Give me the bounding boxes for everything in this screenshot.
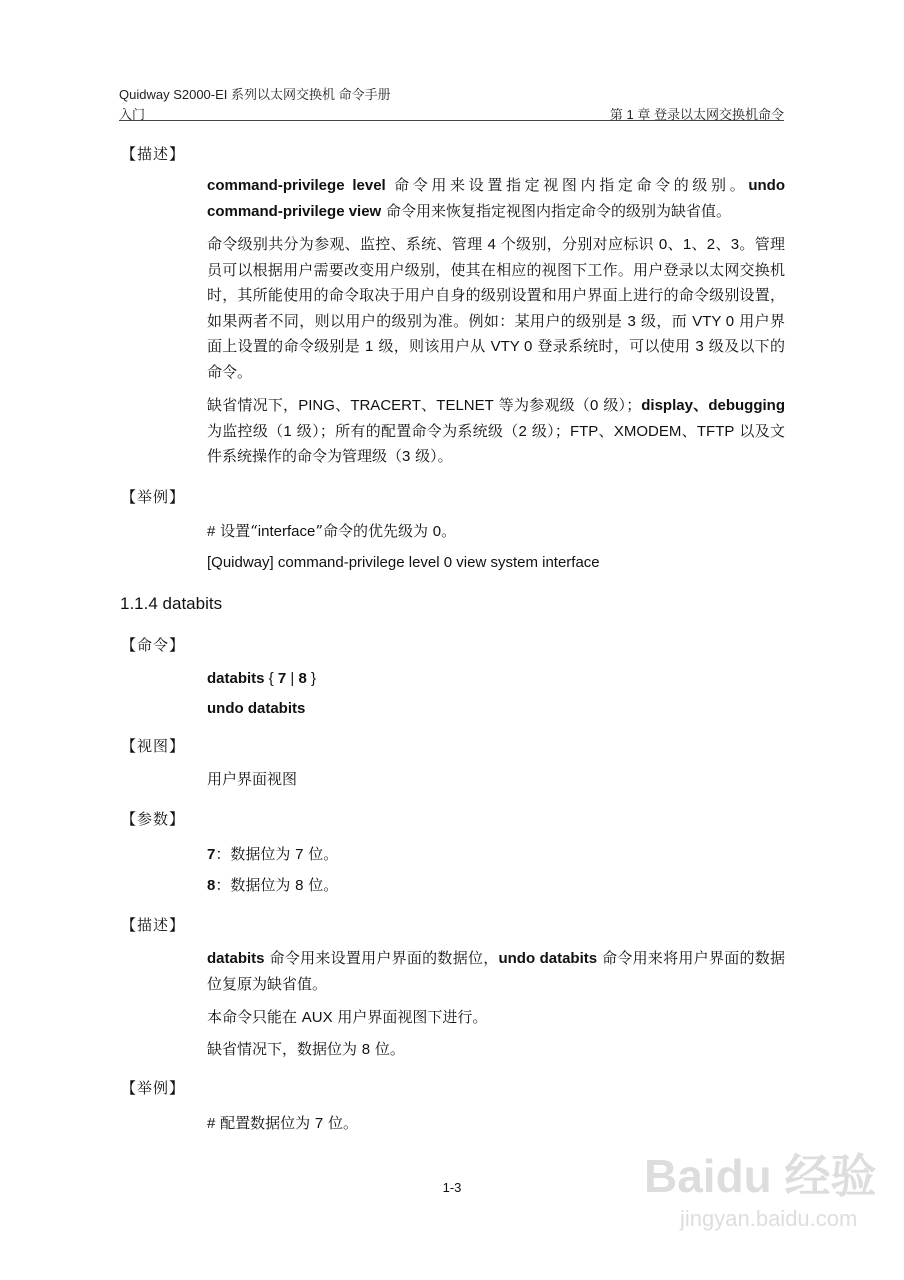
section-label-description: 【描述】 (121, 916, 186, 934)
parameter-8: 8：数据位为 8 位。 (207, 876, 339, 894)
section-label-view: 【视图】 (121, 737, 186, 755)
header-product: Quidway S2000-EI 系列以太网交换机 命令手册 (119, 87, 391, 102)
keyword: command-privilege level (207, 177, 386, 194)
parameter-7: 7：数据位为 7 位。 (207, 845, 339, 863)
view-text: 用户界面视图 (207, 770, 298, 788)
section-label-description: 【描述】 (121, 145, 186, 163)
databits-command-syntax: databits { 7 | 8 } (207, 670, 316, 687)
header-rule (119, 120, 784, 121)
databits-desc-paragraph-3: 缺省情况下，数据位为 8 位。 (207, 1040, 405, 1058)
keyword: databits (207, 950, 265, 967)
undo-databits-command: undo databits (207, 700, 306, 717)
baidu-logo: Baidu 经验 (644, 1150, 877, 1202)
keyword: undo command-privilege view (207, 177, 785, 220)
section-label-parameters: 【参数】 (121, 810, 186, 828)
cp-desc-paragraph-1: command-privilege level 命令用来设置指定视图内指定命令的级别。undo command-privilege view 命令用来恢复指定视图内指定命令的级别为缺省值。 (207, 176, 785, 220)
keyword: databits (207, 670, 265, 687)
baidu-watermark (644, 1140, 877, 1270)
keyword: undo databits (498, 950, 598, 967)
section-label-example: 【举例】 (121, 1079, 186, 1097)
databits-desc-paragraph-1: databits 命令用来设置用户界面的数据位，undo databits 命令用来将用户界面的数据位复原为缺省值。 (207, 949, 785, 993)
keyword: display、debugging (641, 397, 785, 414)
databits-example-comment: # 配置数据位为 7 位。 (207, 1114, 359, 1132)
section-heading-databits: 1.1.4 databits (120, 594, 223, 613)
section-label-example: 【举例】 (121, 488, 186, 506)
section-label-command: 【命令】 (121, 636, 186, 654)
page-number: 1-3 (442, 1180, 462, 1195)
cp-desc-paragraph-2: 命令级别共分为参观、监控、系统、管理 4 个级别，分别对应标识 0、1、2、3。管理员可以根据用户需要改变用户级别，使其在相应的视图下工作。用户登录以太网交换机时，其所能使用的命令取决于用户自身的级别设置和用户界面上进行的命令级别设置，如果两者不同，则以用户的级别为准。例如：某用户的级别是 3 级，而 VTY 0 用户界面上设置的命令级别是 1 级，则该用户从 VTY 0 登录系统时，可以使用 3 级及以下的命令。 (207, 235, 785, 381)
cp-example-comment: # 设置“interface”命令的优先级为 0。 (207, 522, 457, 540)
cp-desc-paragraph-3: 缺省情况下，PING、TRACERT、TELNET 等为参观级（0 级）；display、debugging 为监控级（1 级）；所有的配置命令为系统级（2 级）；FTP、XMODEM、TFTP 以及文件系统操作的命令为管理级（3 级）。 (207, 396, 785, 466)
header-section: 入门 (119, 107, 146, 122)
cp-example-command: [Quidway] command-privilege level 0 view system interface (207, 554, 600, 571)
watermark-url: jingyan.baidu.com (680, 1206, 858, 1231)
databits-desc-paragraph-2: 本命令只能在 AUX 用户界面视图下进行。 (207, 1008, 488, 1026)
header-chapter: 第 1 章 登录以太网交换机命令 (609, 107, 784, 122)
